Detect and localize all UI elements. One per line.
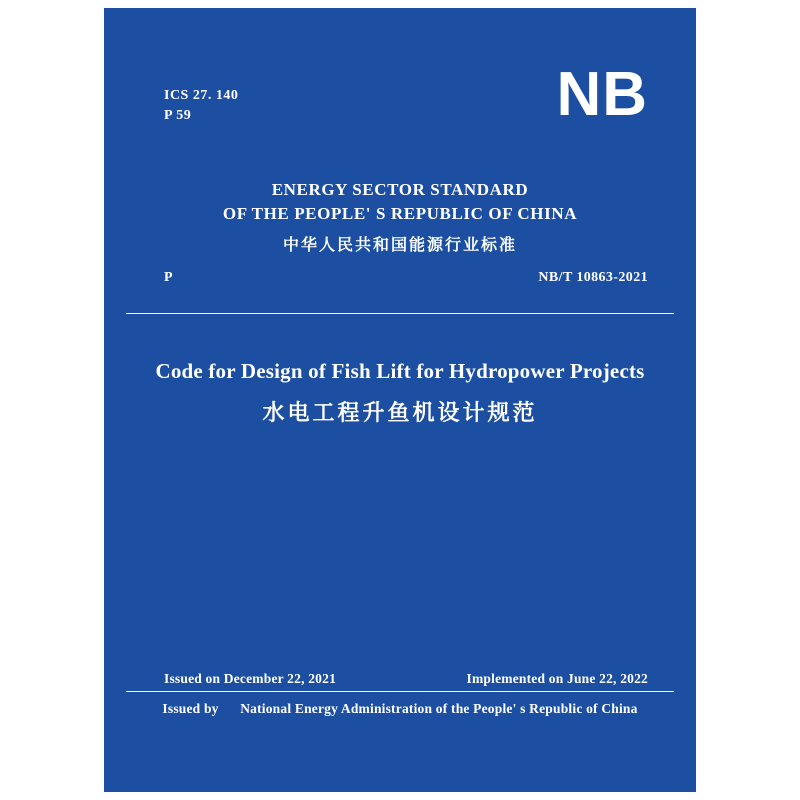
divider-bottom [126,691,674,692]
classification-code: P 59 [164,108,192,123]
issue-date: Issued on December 22, 2021 [164,671,337,686]
nb-logo: NB [556,60,648,129]
standard-number: NB/T 10863-2021 [538,270,648,285]
subject-title-chinese: 水电工程升鱼机设计规范 [262,401,538,426]
header-chinese: 中华人民共和国能源行业标准 [282,235,517,254]
issued-by-label: Issued by [162,701,219,716]
issuer-organization: National Energy Administration of the People' s Republic of China [240,701,638,716]
dates-row [164,671,648,687]
header-english-line2: OF THE PEOPLE' S REPUBLIC OF CHINA [222,204,578,223]
divider-top [126,313,674,314]
identifier-row [164,270,648,286]
implementation-date: Implemented on June 22, 2022 [466,671,648,686]
subject-title-english: Code for Design of Fish Lift for Hydropower Projects [155,359,645,383]
classification-codes [164,86,238,126]
header-english-line1: ENERGY SECTOR STANDARD [271,180,529,199]
category-letter: P [164,270,173,285]
ics-code: ICS 27. 140 [164,88,239,103]
issuer-row [104,701,696,717]
standard-header [104,178,696,256]
standard-cover [104,8,696,792]
subject-title [104,356,696,430]
